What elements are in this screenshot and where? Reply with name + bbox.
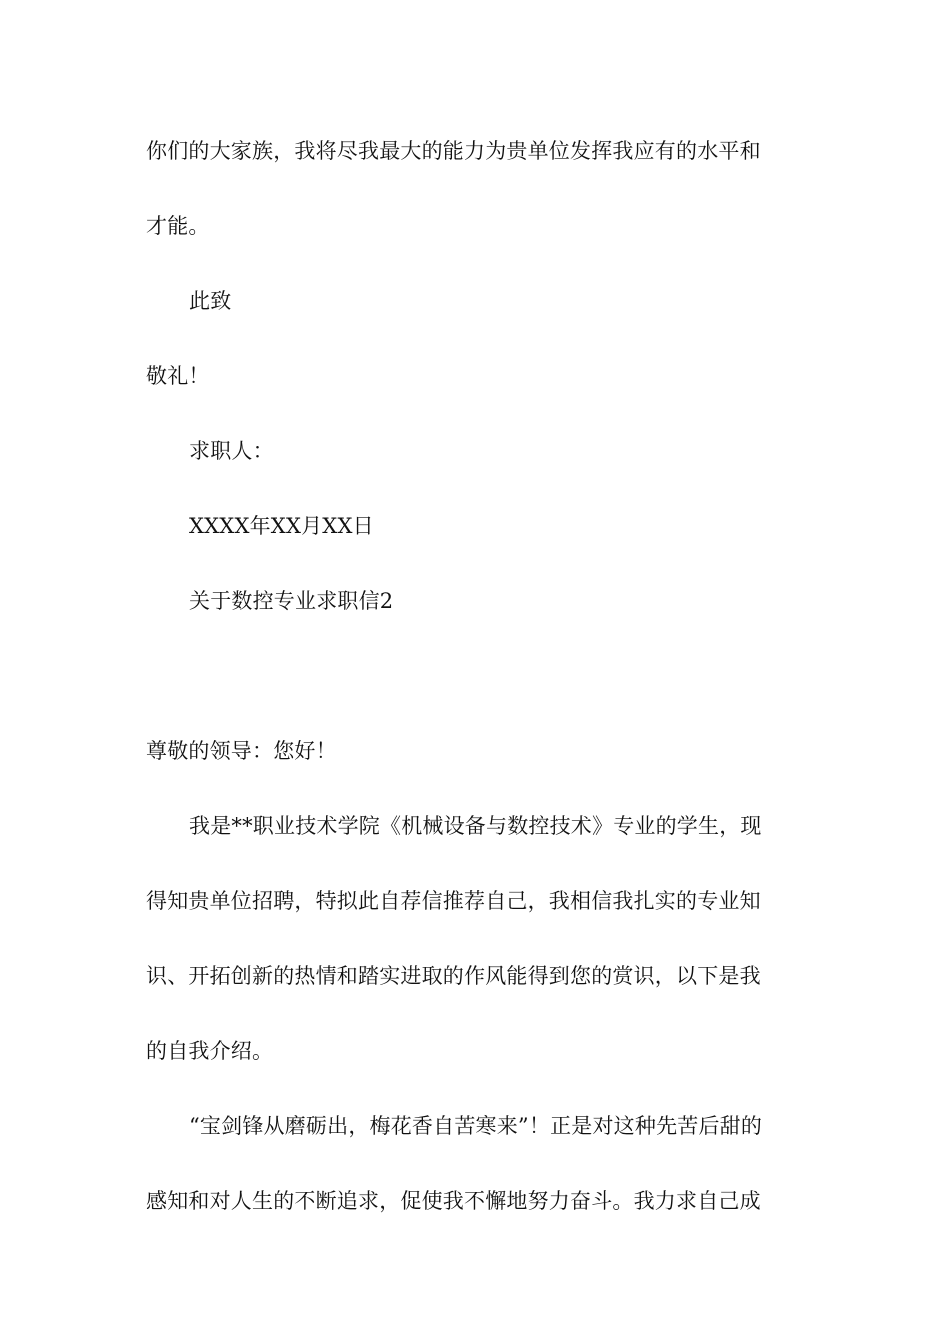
section-title: 关于数控专业求职信2 xyxy=(189,589,394,613)
greeting: 尊敬的领导：您好！ xyxy=(146,739,337,763)
paragraph-line: 我是**职业技术学院《机械设备与数控技术》专业的学生，现 xyxy=(189,814,762,838)
paragraph-line: 识、开拓创新的热情和踏实进取的作风能得到您的赏识，以下是我 xyxy=(146,964,761,988)
paragraph-line: 的自我介绍。 xyxy=(146,1039,274,1063)
paragraph-line: 得知贵单位招聘，特拟此自荐信推荐自己，我相信我扎实的专业知 xyxy=(146,889,761,913)
signature-applicant: 求职人： xyxy=(189,439,274,463)
closing-regards: 敬礼！ xyxy=(146,364,210,388)
closing-salutation: 此致 xyxy=(189,289,232,313)
signature-date: XXXX年XX月XX日 xyxy=(189,514,374,538)
paragraph-line: “宝剑锋从磨砺出，梅花香自苦寒来”！正是对这种先苦后甜的 xyxy=(189,1114,763,1138)
body-line-1: 你们的大家族，我将尽我最大的能力为贵单位发挥我应有的水平和 xyxy=(146,139,761,163)
paragraph-line: 感知和对人生的不断追求，促使我不懈地努力奋斗。我力求自己成 xyxy=(146,1189,761,1213)
body-line-2: 才能。 xyxy=(146,214,210,238)
